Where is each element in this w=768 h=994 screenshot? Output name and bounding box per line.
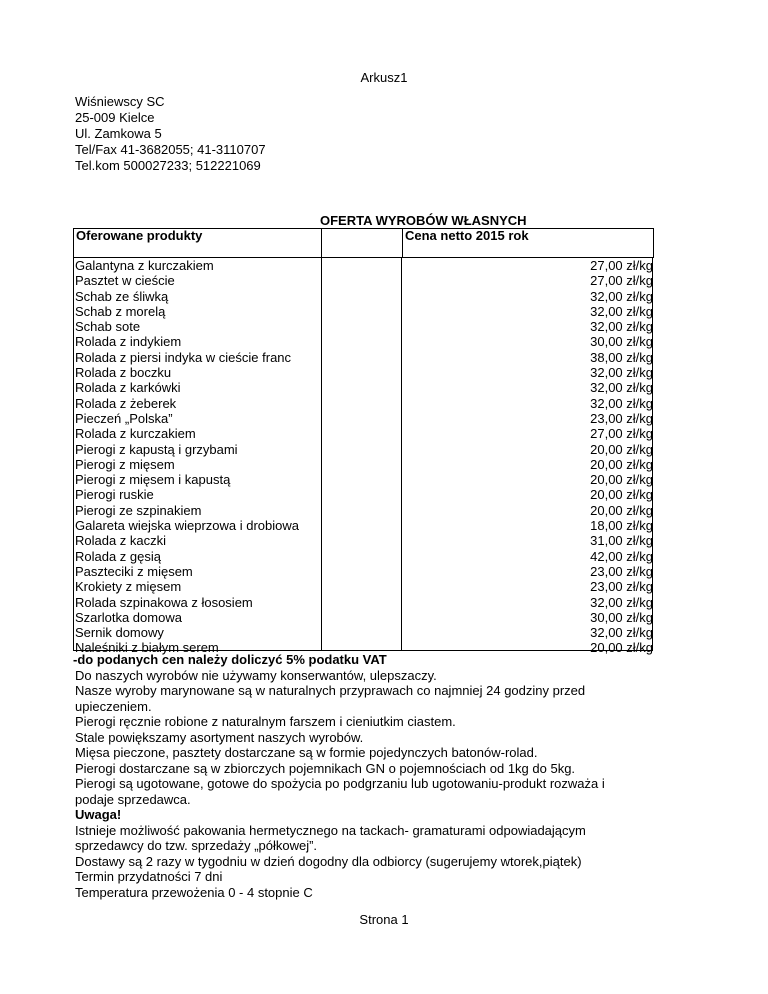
product-price: 31,00 zł/kg — [590, 533, 653, 549]
product-price: 27,00 zł/kg — [590, 258, 653, 273]
product-name: Schab z morelą — [75, 303, 166, 319]
product-name: Rolada z gęsią — [75, 548, 161, 564]
product-row — [75, 396, 653, 411]
product-row — [75, 533, 653, 548]
product-name: Rolada z karkówki — [75, 380, 181, 396]
product-name: Pierogi ruskie — [75, 487, 154, 503]
product-price: 32,00 zł/kg — [590, 303, 653, 319]
product-price: 38,00 zł/kg — [590, 349, 653, 365]
product-name: Sernik domowy — [75, 625, 164, 641]
company-info — [75, 94, 266, 174]
product-name: Rolada z kurczakiem — [75, 426, 196, 442]
product-name: Galantyna z kurczakiem — [75, 258, 214, 273]
offer-header-table — [73, 228, 654, 258]
product-name: Krokiety z mięsem — [75, 579, 182, 595]
product-row — [75, 411, 653, 426]
product-price: 20,00 zł/kg — [590, 640, 653, 656]
product-row — [75, 457, 653, 472]
product-price: 32,00 zł/kg — [590, 395, 653, 411]
product-price: 23,00 zł/kg — [590, 579, 653, 595]
product-name: Rolada z kaczki — [75, 533, 167, 549]
note-line: Pierogi są ugotowane, gotowe do spożycia po podgrzaniu lub ugotowaniu-produkt rozważa i podaje sprzedawca. — [75, 776, 605, 807]
column-header-price: Cena netto 2015 rok — [403, 229, 654, 258]
product-name: Galareta wiejska wieprzowa i drobiowa — [75, 518, 299, 534]
product-row — [75, 487, 653, 502]
company-name: Wiśniewscy SC — [75, 94, 165, 109]
product-name: Rolada z indykiem — [75, 334, 182, 350]
product-row — [75, 610, 653, 625]
product-price: 32,00 zł/kg — [590, 380, 653, 396]
product-price: 20,00 zł/kg — [590, 487, 653, 503]
product-row — [75, 426, 653, 441]
company-street: Ul. Zamkowa 5 — [75, 126, 162, 141]
product-row — [75, 350, 653, 365]
note-line: Termin przydatności 7 dni — [75, 869, 223, 884]
sheet-title: Arkusz1 — [360, 70, 408, 85]
note-line: Stale powiększamy asortyment naszych wyrobów. — [75, 729, 364, 745]
product-row — [75, 365, 653, 380]
product-name: Rolada szpinakowa z łososiem — [75, 594, 253, 610]
product-row — [75, 304, 653, 319]
note-line: Istnieje możliwość pakowania hermetycznego na tackach- gramaturami odpowiadającym sprzedawcy do tzw. sprzedaży „półkowej”. — [75, 822, 586, 853]
product-price: 32,00 zł/kg — [590, 625, 653, 641]
product-row — [75, 334, 653, 349]
product-row — [75, 289, 653, 304]
product-name: Naleśniki z białym serem — [75, 640, 219, 656]
offer-title: OFERTA WYROBÓW WŁASNYCH — [320, 213, 527, 228]
company-phone: Tel/Fax 41-3682055; 41-3110707 — [75, 142, 266, 157]
warning-label: Uwaga! — [75, 807, 122, 822]
product-price: 23,00 zł/kg — [590, 563, 653, 579]
product-price: 20,00 zł/kg — [590, 441, 653, 457]
product-price: 30,00 zł/kg — [590, 334, 653, 350]
product-name: Pierogi z kapustą i grzybami — [75, 441, 238, 457]
product-name: Schab sote — [75, 319, 141, 335]
product-name: Szarlotka domowa — [75, 609, 182, 625]
product-row — [75, 595, 653, 610]
product-price: 32,00 zł/kg — [590, 365, 653, 381]
product-name: Pierogi z mięsem i kapustą — [75, 472, 231, 488]
note-line: Pierogi dostarczane są w zbiorczych pojemnikach GN o pojemnościach od 1kg do 5kg. — [75, 760, 576, 776]
notes-block-a — [75, 668, 635, 808]
product-price: 27,00 zł/kg — [590, 426, 653, 442]
product-row — [75, 549, 653, 564]
product-price: 20,00 zł/kg — [590, 472, 653, 488]
product-price: 20,00 zł/kg — [590, 502, 653, 518]
page-footer: Strona 1 — [359, 912, 409, 927]
product-price: 23,00 zł/kg — [590, 410, 653, 426]
product-name: Rolada z żeberek — [75, 395, 177, 411]
product-row — [75, 564, 653, 579]
product-row — [75, 258, 653, 273]
product-price: 32,00 zł/kg — [590, 288, 653, 304]
product-row — [75, 472, 653, 487]
product-row — [75, 503, 653, 518]
notes-block-b — [75, 823, 635, 901]
column-header-product: Oferowane produkty — [74, 229, 322, 258]
product-row — [75, 442, 653, 457]
product-name: Pierogi z mięsem — [75, 456, 175, 472]
product-list — [75, 258, 653, 656]
product-price: 32,00 zł/kg — [590, 594, 653, 610]
product-price: 42,00 zł/kg — [590, 548, 653, 564]
product-price: 32,00 zł/kg — [590, 319, 653, 335]
product-name: Rolada z boczku — [75, 365, 172, 381]
product-row — [75, 518, 653, 533]
company-mobile: Tel.kom 500027233; 512221069 — [75, 158, 261, 173]
product-price: 20,00 zł/kg — [590, 456, 653, 472]
product-price: 30,00 zł/kg — [590, 609, 653, 625]
product-row — [75, 625, 653, 640]
product-name: Rolada z piersi indyka w cieście franc — [75, 349, 292, 365]
note-line: Pierogi ręcznie robione z naturalnym farszem i cieniutkim ciastem. — [75, 714, 456, 729]
product-name: Paszteciki z mięsem — [75, 563, 193, 579]
product-name: Pieczeń „Polska” — [75, 410, 173, 426]
note-line: Dostawy są 2 razy w tygodniu w dzień dogodny dla odbiorcy (sugerujemy wtorek,piątek) — [75, 853, 582, 869]
product-row — [75, 319, 653, 334]
product-price: 18,00 zł/kg — [590, 518, 653, 534]
product-name: Pierogi ze szpinakiem — [75, 502, 202, 518]
note-line: Nasze wyroby marynowane są w naturalnych przyprawach co najmniej 24 godziny przed upieczeniem. — [75, 683, 586, 714]
column-header-spacer — [322, 229, 403, 258]
note-line: Temperatura przewożenia 0 - 4 stopnie C — [75, 884, 313, 900]
notes — [75, 652, 635, 900]
note-line: Do naszych wyrobów nie używamy konserwantów, ulepszaczy. — [75, 667, 437, 683]
company-postal: 25-009 Kielce — [75, 110, 155, 125]
product-row — [75, 380, 653, 395]
product-name: Pasztet w cieście — [75, 273, 175, 289]
note-line: Mięsa pieczone, pasztety dostarczane są w formie pojedynczych batonów-rolad. — [75, 745, 538, 760]
product-price: 27,00 zł/kg — [590, 273, 653, 289]
product-row — [75, 273, 653, 288]
vat-note: -do podanych cen należy doliczyć 5% podatku VAT — [73, 652, 387, 667]
product-row — [75, 579, 653, 594]
product-name: Schab ze śliwką — [75, 288, 169, 304]
